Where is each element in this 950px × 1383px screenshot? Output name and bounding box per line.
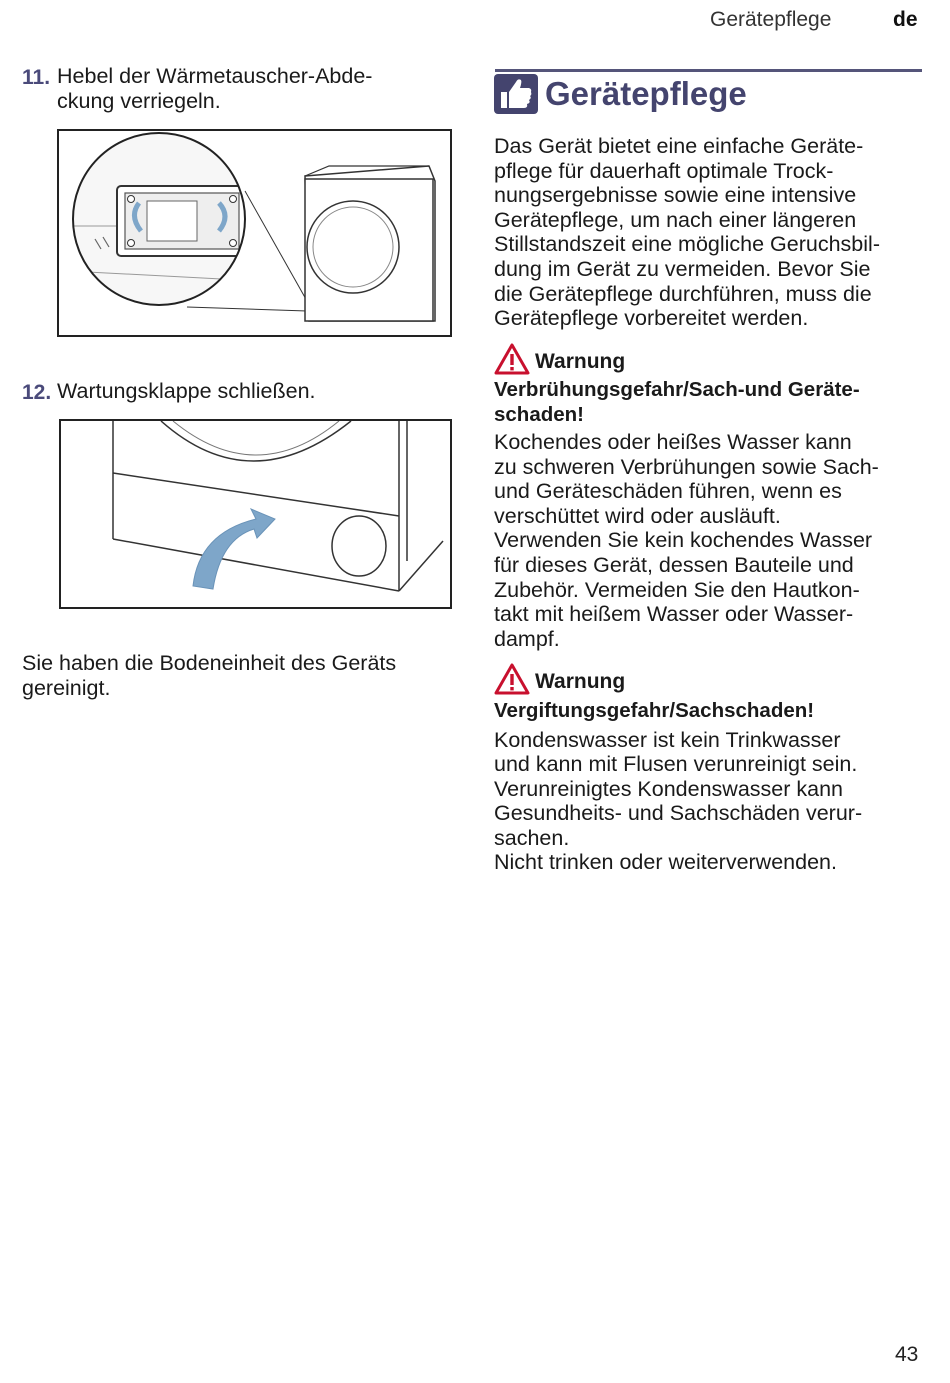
warning-triangle-icon — [494, 343, 530, 375]
step-number-11: 11. — [22, 66, 51, 89]
step-11-text: Hebel der Wärmetauscher-Abde- ckung verriegeln. — [57, 64, 373, 113]
warning-label: Warnung — [535, 670, 626, 693]
warning-body: Kochendes oder heißes Wasser kann zu schweren Verbrühungen sowie Sach- und Geräteschäden führen, wenn es verschüttet wird oder ausläuft. Verwenden Sie kein kochendes Wasser für dieses Gerät, dessen Bauteile und Zubehör. Vermeiden Sie den Hautkon- takt mit heißem Wasser oder Wasser- dampf. — [494, 430, 879, 651]
warning-triangle-icon — [494, 663, 530, 695]
thumbs-up-icon — [494, 74, 538, 114]
warning-label: Warnung — [535, 350, 626, 373]
heat-exchanger-illustration — [59, 131, 450, 335]
title-rule — [495, 69, 922, 72]
warning-heading: Vergiftungsgefahr/Sachschaden! — [494, 699, 815, 722]
language-code: de — [893, 8, 918, 31]
warning-scalding — [494, 342, 934, 651]
page-number: 43 — [895, 1343, 919, 1366]
page-title: Gerätepflege — [545, 75, 747, 112]
step-number-12: 12. — [22, 381, 52, 404]
figure-heat-exchanger-cover — [57, 129, 452, 337]
warning-body: Kondenswasser ist kein Trinkwasser und kann mit Flusen verunreinigt sein. Verunreinigtes Kondenswasser kann Gesundheits- und Sachschäden verur- sachen. Nicht trinken oder weiterverwenden. — [494, 727, 863, 875]
running-header-section: Gerätepflege — [710, 8, 832, 31]
result-text: Sie haben die Bodeneinheit des Geräts gereinigt. — [22, 651, 397, 700]
step-12-text: Wartungsklappe schließen. — [57, 379, 316, 403]
intro-paragraph: Das Gerät bietet eine einfache Geräte- pflege für dauerhaft optimale Trock- nungsergebnisse sowie eine intensive Gerätepflege, um nach einer längeren Stillstandszeit eine mögliche Geruchsbil- dung im Gerät zu vermeiden. Bevor Sie die Gerätepflege durchführen, muss die Gerätepflege vorbereitet werden. — [494, 134, 880, 331]
maintenance-flap-illustration — [61, 421, 450, 607]
figure-maintenance-flap — [59, 419, 452, 609]
warning-heading: Verbrühungsgefahr/Sach-und Geräte- schaden! — [494, 378, 860, 426]
warning-poisoning — [494, 662, 934, 875]
